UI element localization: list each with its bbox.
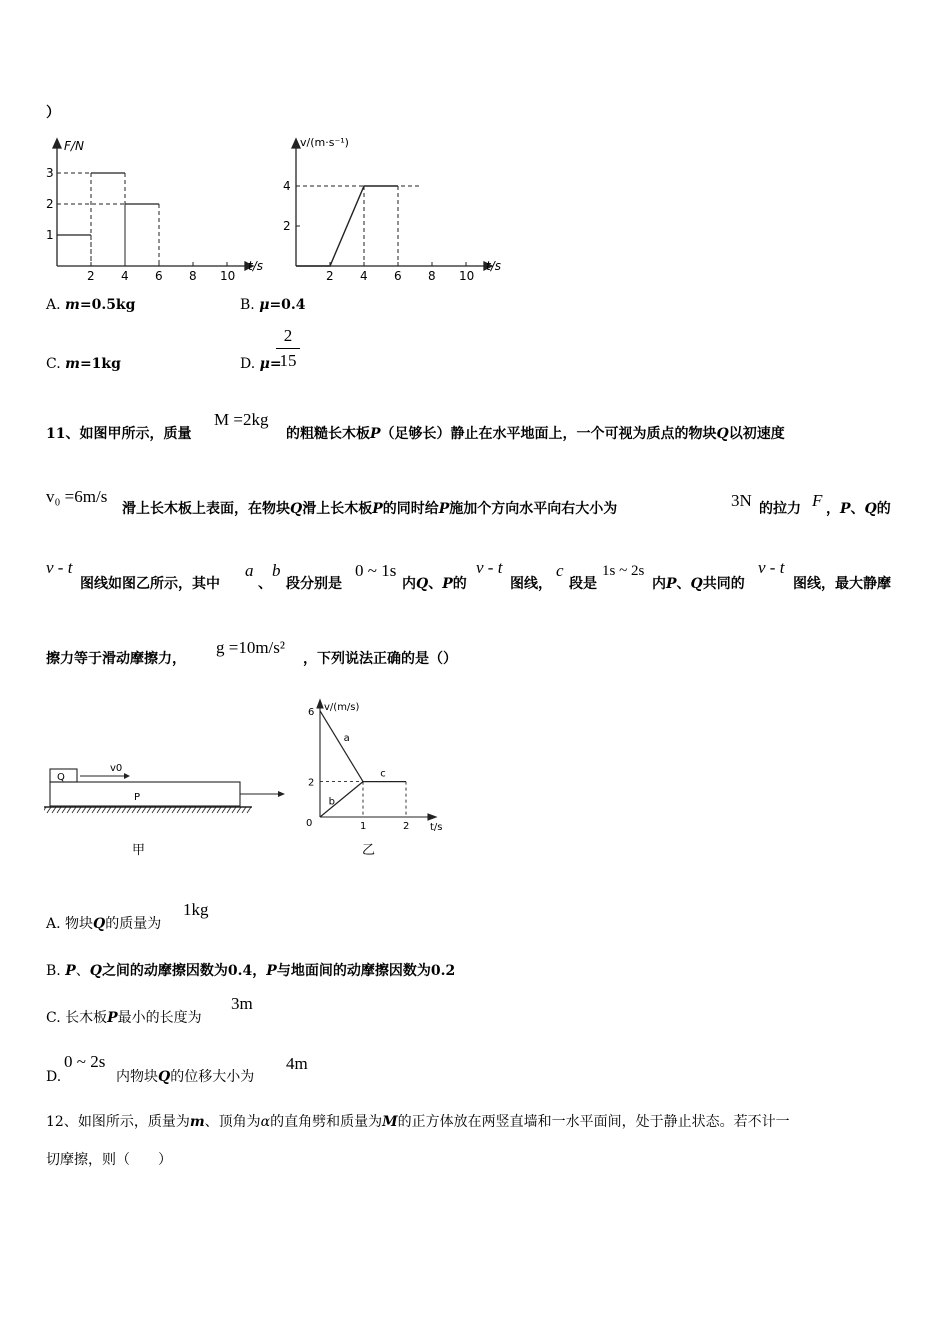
var-p: P xyxy=(442,576,453,592)
ground-hatch xyxy=(142,807,146,813)
vt-expr: v - t xyxy=(758,558,785,577)
text: 的位移大小为 xyxy=(170,1069,255,1085)
text: 、 xyxy=(850,501,865,517)
var-p: P xyxy=(266,963,277,979)
text: （足够长）静止在水平地面上，一个可视为质点的物块 xyxy=(380,426,717,442)
ground-hatch xyxy=(222,807,226,813)
ground-hatch xyxy=(52,807,56,813)
option-b-label: B. xyxy=(240,297,255,313)
text: 、 xyxy=(676,576,691,592)
var-mu: μ xyxy=(259,297,270,313)
option-b-value: =0.4 xyxy=(269,297,306,313)
var-m: m xyxy=(65,297,80,313)
q11-line1-rest xyxy=(286,425,785,443)
yi-xlabel: t/s xyxy=(430,822,443,833)
text: 施加个方向水平向右大小为 xyxy=(449,501,618,517)
text: B. xyxy=(46,963,61,979)
ground-hatch xyxy=(137,807,141,813)
ground-hatch xyxy=(212,807,216,813)
ground-hatch xyxy=(227,807,231,813)
ground-hatch xyxy=(107,807,111,813)
text: 的正方体放在两竖直墙和一水平面间，处于静止状态。若不计一 xyxy=(397,1114,790,1130)
ground-hatch xyxy=(112,807,116,813)
yi-series-label-c: c xyxy=(380,768,386,780)
ground-hatch xyxy=(44,807,46,813)
var-p: P xyxy=(107,1010,118,1026)
f-xtick-4: 4 xyxy=(121,269,129,283)
f-ytick-2: 2 xyxy=(46,197,54,211)
v-ytick-4: 4 xyxy=(283,179,291,193)
ground-hatch xyxy=(67,807,71,813)
q11-line4-a: 擦力等于滑动摩擦力， xyxy=(46,651,186,667)
yi-ylabel: v/(m/s) xyxy=(324,702,360,713)
yi-ytick-2: 2 xyxy=(308,777,315,789)
v-xtick-8: 8 xyxy=(428,269,436,283)
v-xtick-2: 2 xyxy=(326,269,334,283)
text: 的质量为 xyxy=(105,916,162,932)
force-time-chart xyxy=(40,132,270,284)
f-xtick-2: 2 xyxy=(87,269,95,283)
option-a-label: A. xyxy=(46,297,61,313)
yi-series-label-b: b xyxy=(328,796,335,808)
q11-number: 11、如图甲所示，质量 xyxy=(46,426,192,442)
v-y-arrow xyxy=(292,139,300,148)
q12-line2: 切摩擦，则（ ） xyxy=(46,1152,172,1168)
ground-hatch xyxy=(147,807,151,813)
text: ， xyxy=(826,501,840,517)
v-xtick-10: 10 xyxy=(459,269,475,283)
var-m: m xyxy=(65,356,80,372)
ground-hatch xyxy=(92,807,96,813)
ground-hatch xyxy=(182,807,186,813)
ground-hatch xyxy=(242,807,246,813)
force-arrow-head xyxy=(278,791,285,797)
text: 滑上长木板 xyxy=(302,501,373,517)
var-p: P xyxy=(370,426,381,442)
var-alpha: α xyxy=(260,1114,271,1130)
text: 、 xyxy=(75,963,90,979)
var-a: a xyxy=(245,561,254,580)
text: 共同的 xyxy=(702,576,745,592)
yi-xtick-1: 1 xyxy=(360,821,367,832)
ground-hatch xyxy=(237,807,241,813)
ground-hatch xyxy=(77,807,81,813)
text: 、 xyxy=(428,576,443,592)
text: 、顶角为 xyxy=(204,1114,261,1130)
f-xtick-6: 6 xyxy=(155,269,163,283)
caption-jia: 甲 xyxy=(132,843,146,858)
var-q: Q xyxy=(416,576,429,592)
var-p: P xyxy=(666,576,677,592)
v-xtick-4: 4 xyxy=(360,269,368,283)
ground-hatch xyxy=(132,807,136,813)
yi-ytick-6: 6 xyxy=(308,706,315,718)
fraction-2-15 xyxy=(276,326,300,371)
f-xtick-8: 8 xyxy=(189,269,197,283)
ground-hatch xyxy=(122,807,126,813)
text: 内物块 xyxy=(116,1069,158,1085)
var-q: Q xyxy=(93,916,106,932)
q11-line3-h xyxy=(652,575,745,593)
ground-hatch xyxy=(217,807,221,813)
q11-option-d[interactable] xyxy=(46,1068,61,1086)
ground-hatch xyxy=(157,807,161,813)
var-c: c xyxy=(556,561,564,580)
v-xtick-6: 6 xyxy=(394,269,402,283)
var-m: m xyxy=(189,1114,205,1130)
option-a[interactable] xyxy=(46,296,135,314)
ground-hatch xyxy=(62,807,66,813)
yi-x-arrow xyxy=(428,814,436,820)
var-p: P xyxy=(65,963,76,979)
mass-expr: M =2kg xyxy=(214,410,269,429)
ground-hatch xyxy=(162,807,166,813)
q11-line2-pq xyxy=(826,500,891,518)
vt-expr: v - t xyxy=(46,558,73,577)
ground-hatch xyxy=(187,807,191,813)
var-mu: μ xyxy=(259,356,270,372)
board-p-label: P xyxy=(134,792,141,803)
q11-line3-b: 段分别是 xyxy=(286,576,342,592)
var-q: Q xyxy=(290,501,303,517)
text: 之间的动摩擦因数为0.4， xyxy=(101,963,267,979)
ground-hatch xyxy=(207,807,211,813)
top-paren: ） xyxy=(46,105,60,121)
fraction-numerator: 2 xyxy=(283,326,293,345)
yi-series-label-a: a xyxy=(343,732,350,744)
option-d-equals: = xyxy=(269,356,282,372)
yi-y-arrow xyxy=(317,700,323,708)
var-q: Q xyxy=(158,1069,171,1085)
ground-hatch xyxy=(152,807,156,813)
text: 与地面间的动摩擦因数为0.2 xyxy=(276,963,456,979)
text: 内 xyxy=(652,576,666,592)
yi-series-b xyxy=(320,782,363,817)
text: 以初速度 xyxy=(728,426,785,442)
v-series-line xyxy=(296,186,398,266)
q11-line4-b: ，下列说法正确的是（） xyxy=(303,651,457,667)
text: 滑上长木板上表面，在物块 xyxy=(122,501,290,517)
f-xtick-10: 10 xyxy=(220,269,236,283)
q11-line3-g: 段是 xyxy=(569,576,597,592)
force-value: 3N xyxy=(731,491,752,510)
ground-hatch xyxy=(102,807,106,813)
ground-hatch xyxy=(247,807,251,813)
var-q: Q xyxy=(864,501,877,517)
ground-hatch xyxy=(72,807,76,813)
v0-arrow-head xyxy=(124,773,130,779)
ground-hatch xyxy=(202,807,206,813)
caption-yi: 乙 xyxy=(362,843,376,858)
option-c-label: C. xyxy=(46,356,61,372)
yi-origin: 0 xyxy=(306,818,313,829)
ground-hatch xyxy=(117,807,121,813)
q11-line3-a: 图线如图乙所示，其中 xyxy=(80,576,220,592)
ground-hatch xyxy=(57,807,61,813)
block-q-label: Q xyxy=(57,772,65,783)
text: 的拉力 xyxy=(759,501,801,517)
text: D. xyxy=(46,1069,62,1085)
fraction-denominator: 15 xyxy=(279,351,297,370)
text: 内 xyxy=(402,576,416,592)
f-y-arrow xyxy=(53,139,61,148)
ground-hatch xyxy=(192,807,196,813)
yi-series-a xyxy=(320,711,363,782)
var-q: Q xyxy=(690,576,703,592)
var-big-m: M xyxy=(382,1114,398,1130)
ground-hatch xyxy=(87,807,91,813)
q11-option-d-rest xyxy=(116,1068,254,1086)
g-expr: g =10m/s² xyxy=(216,638,285,657)
q11-option-c-value: 3m xyxy=(231,994,253,1013)
vt-expr: v - t xyxy=(476,558,503,577)
q11-line3-f: 图线， xyxy=(510,576,552,592)
text: 的粗糙长木板 xyxy=(286,426,370,442)
ground-hatch xyxy=(97,807,101,813)
text: 的 xyxy=(876,501,891,517)
range-0-1: 0 ~ 1s xyxy=(355,561,397,580)
f-xlabel: t/s xyxy=(248,259,263,273)
option-c[interactable] xyxy=(46,355,121,373)
text: 最小的长度为 xyxy=(117,1010,202,1026)
q11-option-b[interactable] xyxy=(46,962,455,980)
text: 的同时给 xyxy=(382,501,439,517)
q11-line3-k: 图线，最大静摩 xyxy=(793,576,891,592)
var-p: P xyxy=(438,501,450,517)
var-p: P xyxy=(840,501,851,517)
q12-line1 xyxy=(46,1113,790,1131)
v0-label: v0 xyxy=(110,763,123,774)
q11-option-c[interactable] xyxy=(46,1009,202,1027)
v-ylabel: v/(m·s⁻¹) xyxy=(300,136,349,149)
v-xlabel: t/s xyxy=(486,259,501,273)
q11-sep: 、 xyxy=(258,576,272,592)
text: C. 长木板 xyxy=(46,1010,108,1026)
qp-velocity-chart xyxy=(300,696,460,862)
ground-hatch xyxy=(47,807,51,813)
ground-hatch xyxy=(82,807,86,813)
f-ylabel: F/N xyxy=(64,139,84,153)
range-1-2: 1s ~ 2s xyxy=(602,563,645,579)
var-q: Q xyxy=(716,426,729,442)
option-a-value: =0.5kg xyxy=(79,297,136,313)
var-b: b xyxy=(272,561,281,580)
board-p xyxy=(50,782,240,806)
q11-line2 xyxy=(122,500,617,518)
text: 的直角劈和质量为 xyxy=(270,1114,383,1130)
ground-hatch xyxy=(197,807,201,813)
q11-option-a-value: 1kg xyxy=(183,900,209,919)
q11-option-d-value: 4m xyxy=(286,1054,308,1073)
ground-hatch xyxy=(172,807,176,813)
var-p: P xyxy=(372,501,383,517)
q11-line2-end xyxy=(759,500,801,518)
q11-option-a[interactable] xyxy=(46,915,161,933)
ground-hatch xyxy=(177,807,181,813)
f-ytick-3: 3 xyxy=(46,166,54,180)
var-q: Q xyxy=(89,963,102,979)
velocity-time-chart xyxy=(280,132,510,284)
board-block-figure xyxy=(44,756,294,866)
option-d-label: D. xyxy=(240,356,256,372)
q11-line1 xyxy=(46,425,191,443)
text: 12、如图所示，质量为 xyxy=(46,1114,190,1130)
text: 的 xyxy=(452,576,467,592)
f-ytick-1: 1 xyxy=(46,228,54,242)
option-b[interactable] xyxy=(240,296,306,314)
ground-hatch xyxy=(127,807,131,813)
v-ytick-2: 2 xyxy=(283,219,291,233)
ground-hatch xyxy=(232,807,236,813)
option-c-value: =1kg xyxy=(79,356,121,372)
var-f: F xyxy=(812,491,823,510)
v0-expr: v₀ =6m/s xyxy=(46,487,108,506)
text: A. 物块 xyxy=(46,916,94,932)
yi-xtick-2: 2 xyxy=(403,821,410,832)
q11-line3-c xyxy=(402,575,467,593)
range-0-2: 0 ~ 2s xyxy=(64,1052,106,1071)
ground-hatch xyxy=(167,807,171,813)
